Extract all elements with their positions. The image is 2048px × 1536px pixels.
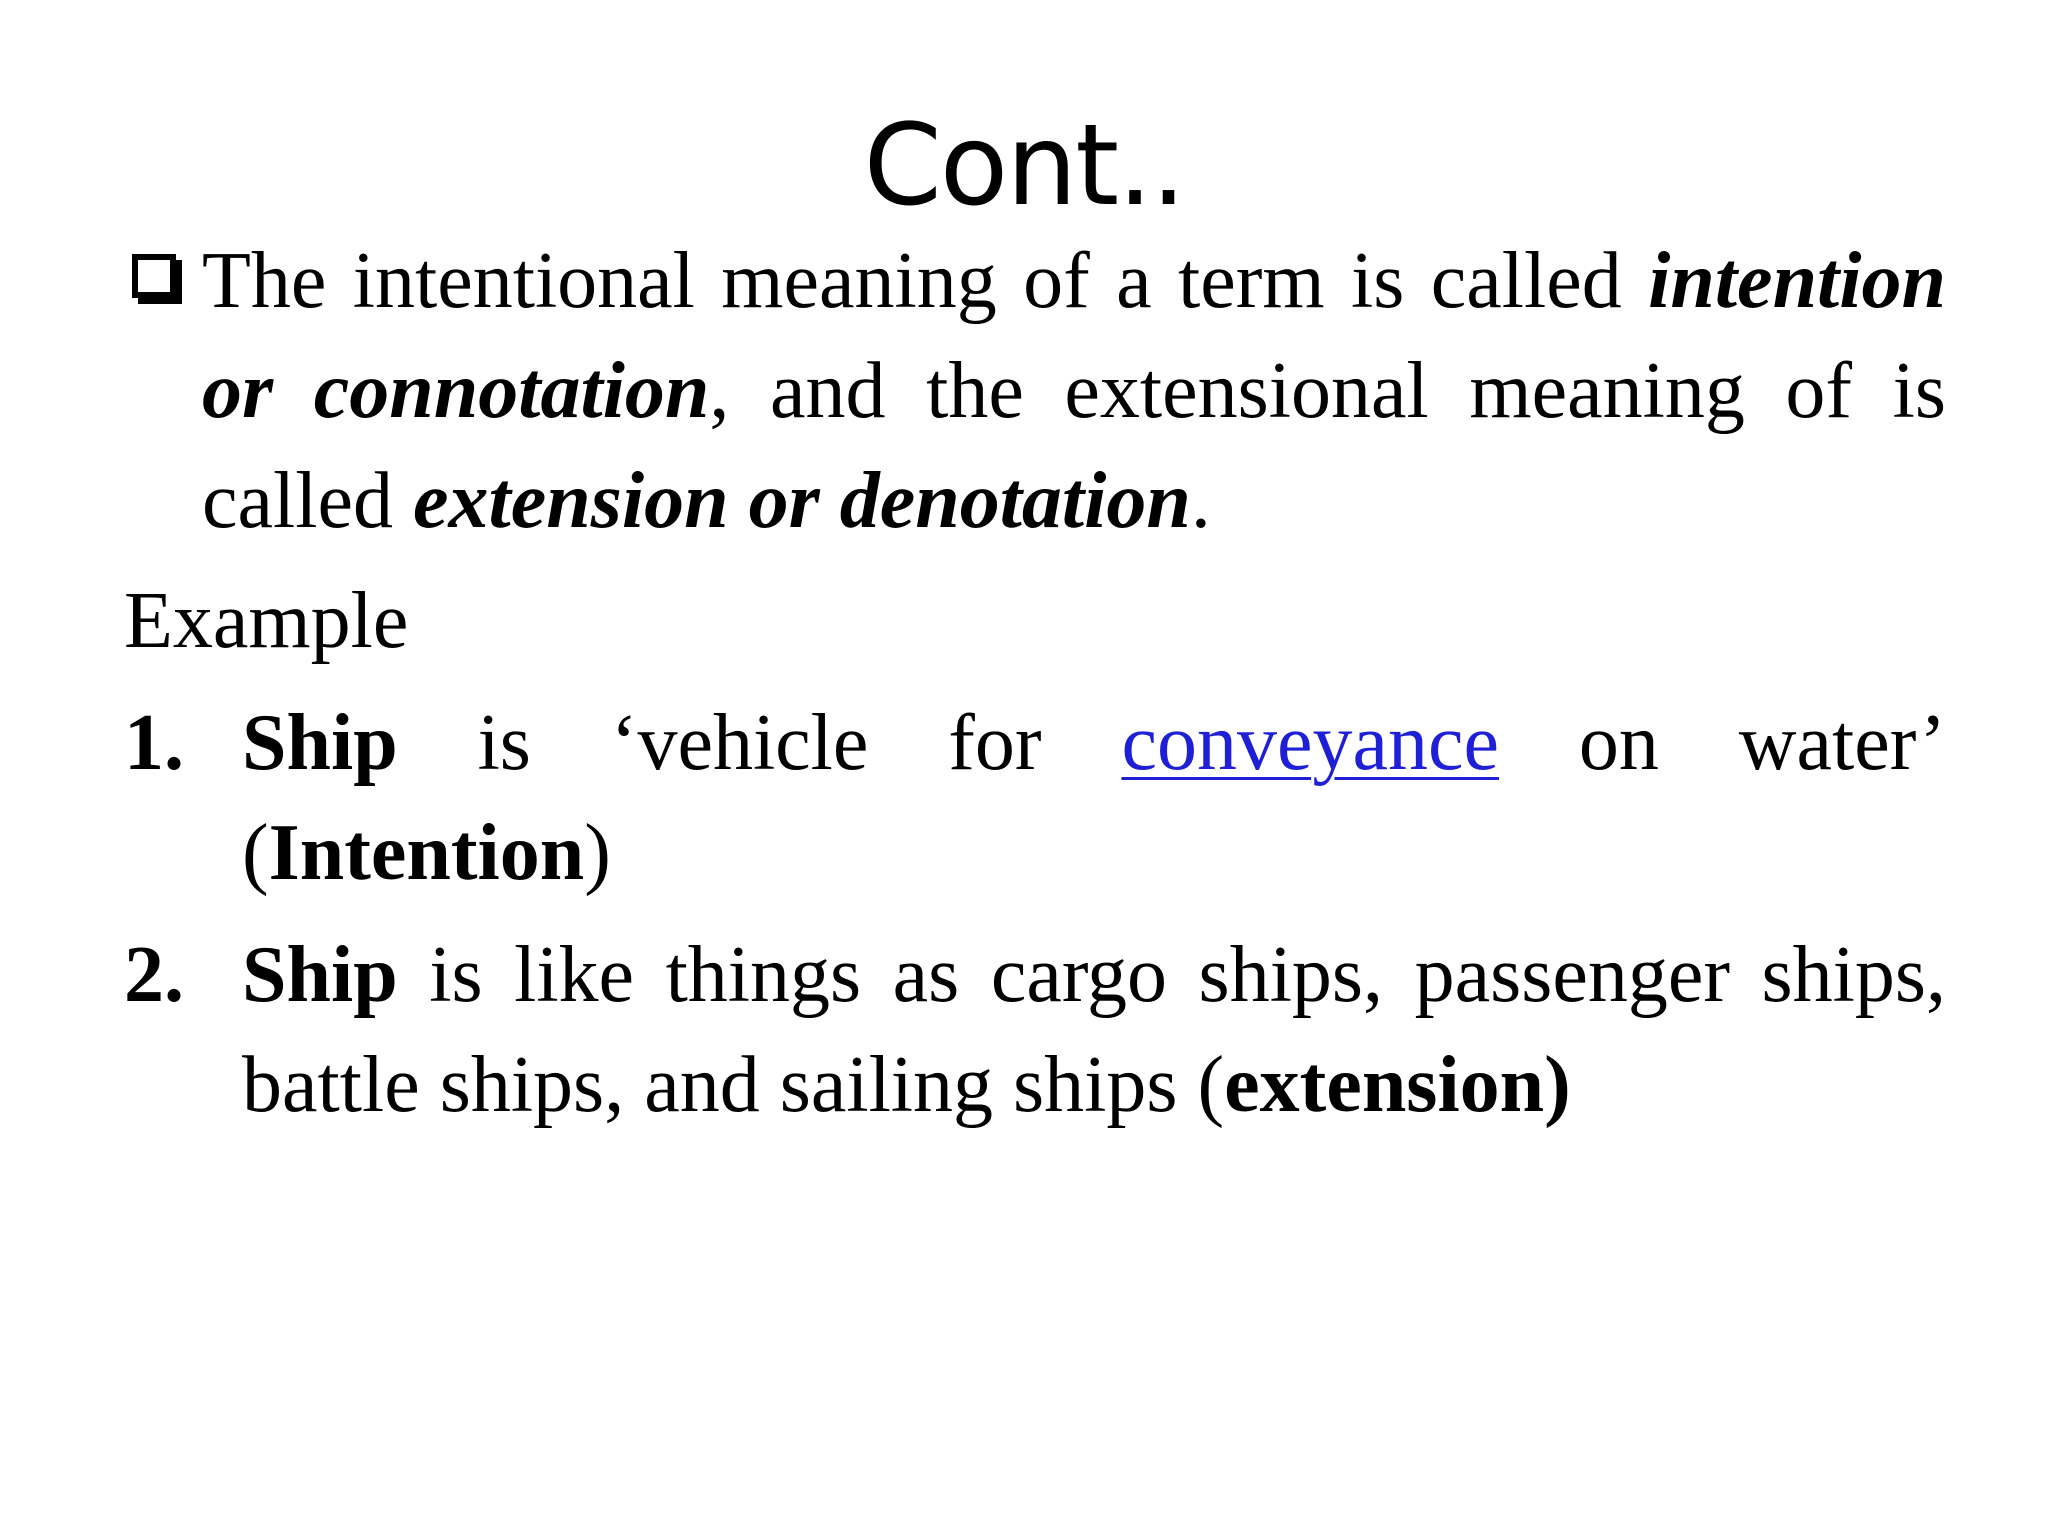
slide-title: Cont.. — [863, 101, 1185, 231]
item-subject: Ship — [242, 699, 398, 787]
square-bullet-icon — [132, 254, 176, 298]
example-label: Example — [124, 577, 409, 665]
bullet-term-1: intention or connotation — [202, 237, 1946, 435]
bullet-text-3: . — [1190, 457, 1211, 545]
item-text-1: is like things as cargo ships, passenger ships, battle ships, and sailing ships ( — [242, 931, 1946, 1129]
item-text-1: is ‘vehicle for — [397, 699, 1122, 787]
item-number: 1. — [124, 699, 184, 787]
item-tag: extension) — [1224, 1041, 1571, 1129]
item-text-3: ) — [584, 809, 611, 897]
list-item — [124, 688, 1946, 908]
item-text-2: on water’ ( — [242, 699, 1947, 897]
slide-body — [124, 226, 1946, 1140]
bullet-term-2: extension or denotation — [412, 457, 1191, 545]
item-subject: Ship — [242, 931, 398, 1019]
item-tag: Intention — [268, 809, 585, 897]
item-number: 2. — [124, 931, 184, 1019]
list-item — [124, 920, 1946, 1140]
definition-bullet — [124, 226, 1946, 556]
bullet-text-2: , and the extensional meaning of is called — [202, 347, 1946, 545]
conveyance-link[interactable]: conveyance — [1121, 699, 1499, 787]
bullet-text-1: The intentional meaning of a term is called — [202, 237, 1649, 325]
